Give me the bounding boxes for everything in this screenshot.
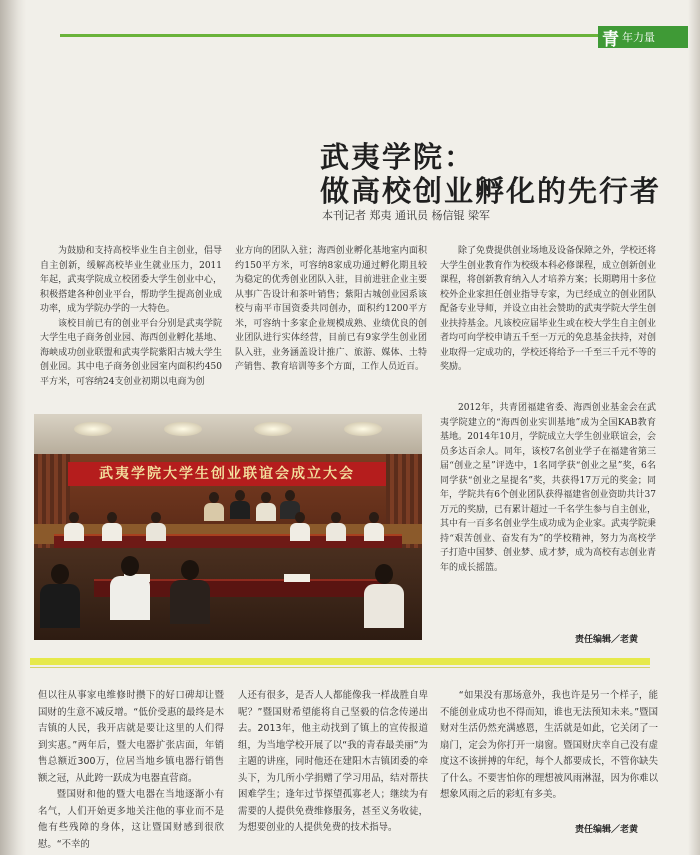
paragraph: 人还有很多，是否人人都能像我一样战胜自卑呢？”暨国财希望能将自己坚毅的信念传递出去。2013年，他主动找到了镇上的宣传报道组，为当地学校开展了以“我的青春最美丽”为主题的讲座，同时他还在建阳木吉镇团委的牵头下，为几所小学捐赠了学习用品，结对帮扶困难学生；逢年过节探望孤寡老人；继续为有需要的人提供免费维修服务，甚至义务收徒，为想要创业的人提供免费的技术指导。 [238, 690, 428, 833]
presenter-figure [230, 490, 250, 519]
audience-figure [364, 564, 404, 628]
paragraph: 该校目前已有的创业平台分别是武夷学院大学生电子商务创业园、海西创业孵化基地、海峡成功创业联盟和武夷学院紫阳古城大学生创业园。其中电子商务创业园室内面积约450平方米，可容纳24支创业初期以电商为创 [40, 318, 222, 387]
section-tab-big: 青 [602, 29, 619, 50]
paragraph: 除了免费提供创业场地及设备保障之外，学校还将大学生创业教育作为校级本科必修课程，成立创新创业课程，将创新教育纳入人才培养方案；长期聘用十多位校外企业家担任创业指导专家，为已经成立的创业团队配备专业导师，并设立由社会赞助的武夷学院大学生创业扶持基金。凡该校应届毕业生或在校大学生自主创业者均可向学校申请五千至一万元的免息基金扶持，对创业取得一定成功的，学校还将给予一千至三千元不等的奖励。 [440, 246, 657, 372]
audience-figure [110, 556, 150, 620]
byline: 本刊记者 郑夷 通讯员 杨信锟 梁军 [322, 209, 490, 222]
paragraph: 暨国财和他的暨大电器在当地逐渐小有名气，人们开始更多地关注他的事业而不是他有些残障的身体，这让暨国财感到很欣慰。“不幸的 [38, 789, 224, 850]
paragraph: 2012年，共青团福建省委、海西创业基金会在武夷学院建立的“海西创业实训基地”成为全国KAB教育基地。2014年10月，学院成立大学生创业联谊会，会员多达百余人。同年，该校7名创业学子在福建省第三届“创业之星”评选中，1名同学获“创业之星”奖，6名同学获“创业之星提名”奖，共获得17万元的奖金；同年，学院共有6个创业团队获得福建省创业资助共计37万元的奖励，已有累计超过一千名学生参与自主创业，其中有一百多名创业学生成功成为企业家。武夷学院秉持“艰苦创业、奋发有为”的学校精神，努力为高校学子打造中国梦、创业梦、成才梦，成为高校有志创业青年的成长摇篮。 [440, 403, 657, 573]
title-line-1: 武夷学院： [320, 140, 476, 174]
audience-figure [40, 564, 80, 628]
lower-column-3 [440, 688, 658, 804]
lower-column-2 [238, 688, 428, 837]
paragraph: “如果没有那场意外，我也许是另一个样子，能不能创业成功也不得而知，谁也无法预知未来。”暨国财对生活仍然充满感恩，生活就是如此，它关闭了一扇门，定会为你打开一扇窗。暨国财庆幸自己没有虚度这不该拼搏的年纪，每个人都要成长，不管你缺失了什么。不要害怕你的理想被风雨淋湿，因为你难以想象风雨之后的彩虹有多美。 [440, 690, 658, 800]
editor-credit: 责任编辑／老黄 [575, 635, 639, 645]
seated-figure [146, 512, 166, 541]
paragraph: 业方向的团队入驻；海西创业孵化基地室内面积约150平方米，可容纳8家成功通过孵化期且较为稳定的优秀创业团队入驻，目前进驻企业主要从事广告设计和茶叶销售；紫阳古城创业园系该校与南平市国资委共同创办，面积约1200平方米，可容纳十多家企业规模成熟、业绩优良的创业团队进行实体经营，目前已有9家学生创业团队入驻，业务涵盖设计推广、旅游、媒体、土特产销售、教育培训等多个方面，工作人员近百。 [235, 246, 427, 372]
audience-figure [170, 560, 210, 624]
event-photo [34, 414, 422, 640]
editor-credit: 责任编辑／老黄 [575, 825, 639, 835]
article-column-3 [440, 244, 656, 375]
page-edge [688, 0, 700, 855]
title-line-2: 做高校创业孵化的先行者 [320, 174, 662, 208]
photo-banner: 武夷学院大学生创业联谊会成立大会 [68, 462, 386, 486]
seated-figure [326, 512, 346, 541]
article-column-3-continued [440, 401, 656, 575]
article-title [320, 140, 662, 208]
presenter-figure [204, 492, 224, 521]
lower-column-1 [38, 688, 224, 853]
ceiling-light [74, 422, 112, 436]
section-tab-label: 年力量 [622, 31, 655, 44]
article-column-2 [235, 244, 427, 375]
seated-figure [102, 512, 122, 541]
header-rule [60, 34, 598, 37]
paper [284, 574, 310, 582]
ceiling-light [164, 422, 202, 436]
section-divider-line [30, 667, 650, 668]
paragraph: 但以往从事家电维修时攒下的好口碑却让暨国财的生意不减反增。“低价受惠的最终是木吉镇的人民，我开店就是要让这里的人们得到实惠。”两年后，暨大电器扩张店面，年销售总额近300万，位居当地乡镇电器行销售额之冠，从此跨一跃成为电器直营商。 [38, 690, 224, 784]
seated-figure [364, 512, 384, 541]
section-divider [30, 658, 650, 665]
presenter-figure [256, 492, 276, 521]
ceiling-light [344, 422, 382, 436]
paragraph: 为鼓励和支持高校毕业生自主创业，倡导自主创新，缓解高校毕业生就业压力，2011年起，武夷学院成立校团委大学生创业中心，积极搭建各种创业平台，帮助学生提高创业成功率，成为学院办学的一大特色。 [40, 246, 222, 314]
page-fold-shadow [0, 0, 26, 855]
seated-figure [64, 512, 84, 541]
ceiling-light [254, 422, 292, 436]
article-column-1 [40, 244, 222, 389]
section-tab [598, 26, 688, 48]
seated-figure [290, 512, 310, 541]
